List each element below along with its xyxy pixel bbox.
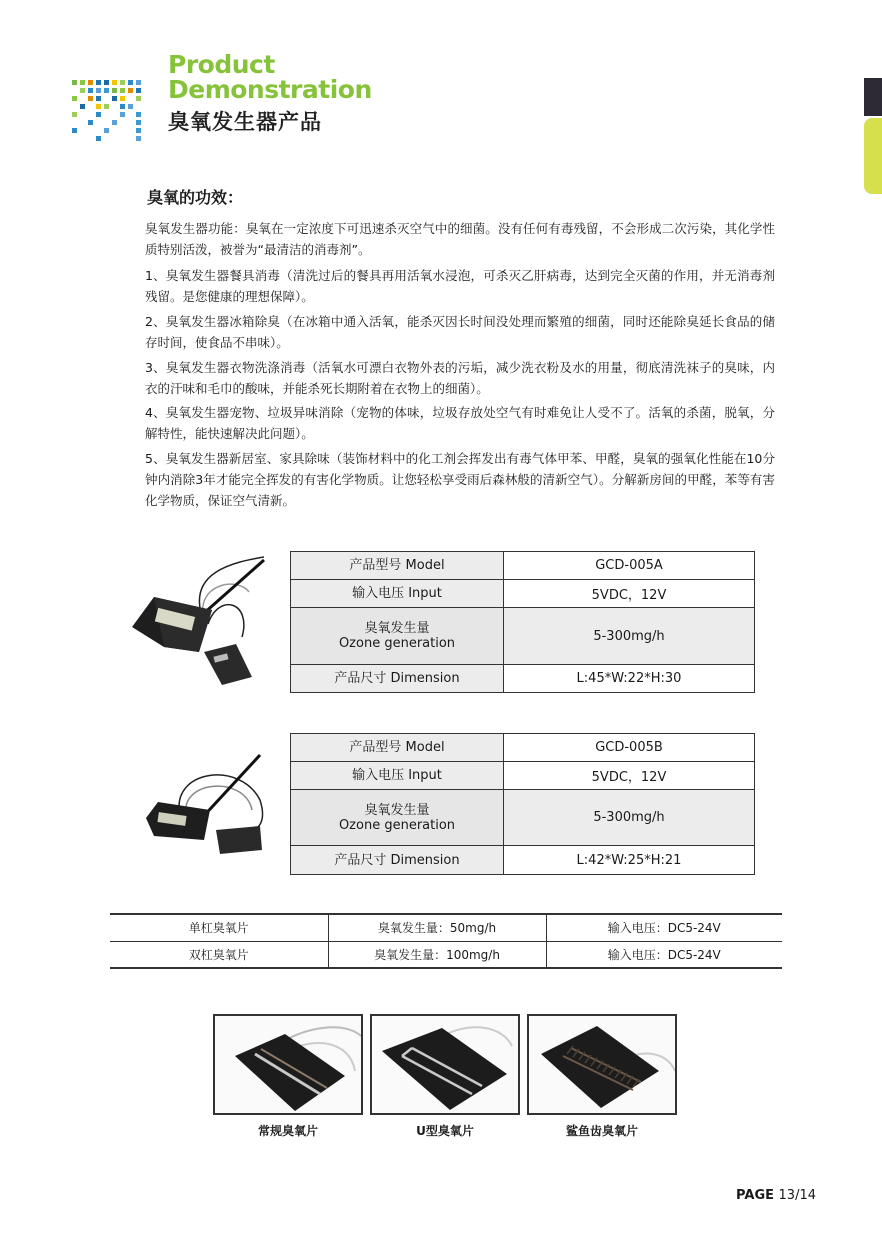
- chip-name: 双杠臭氧片: [110, 941, 328, 968]
- logo-dot: [96, 80, 101, 85]
- spec-label-input: 输入电压 Input: [291, 580, 504, 608]
- product-photo-gcd-005b: [140, 750, 280, 870]
- brand-title: [168, 52, 372, 136]
- section-title: 臭氧的功效：: [147, 188, 244, 207]
- logo-dot: [104, 104, 109, 109]
- logo-dot: [104, 128, 109, 133]
- logo-dot: [112, 88, 117, 93]
- product-photo-gcd-005a: [124, 552, 274, 692]
- logo-dot: [96, 104, 101, 109]
- logo-dot: [96, 88, 101, 93]
- spec-label-model: 产品型号 Model: [291, 734, 504, 762]
- logo-dot: [88, 120, 93, 125]
- logo-dot: [80, 88, 85, 93]
- edge-tab-green: [864, 118, 882, 194]
- spec-label-input: 输入电压 Input: [291, 762, 504, 790]
- logo-dot: [96, 136, 101, 141]
- edge-tab-dark: [864, 78, 882, 116]
- spec-value-input: 5VDC，12V: [504, 762, 755, 790]
- chip-name: 单杠臭氧片: [110, 914, 328, 941]
- logo-dot: [72, 96, 77, 101]
- table-row: [110, 914, 782, 941]
- photo-standard-chip: [213, 1014, 363, 1115]
- spec-label-ozone: [291, 790, 504, 846]
- logo-dot: [88, 80, 93, 85]
- benefit-5: 5、臭氧发生器新居室、家具除味（装饰材料中的化工剂会挥发出有毒气体甲苯、甲醛，臭氧的强氧化性能在10分钟内消除3年才能完全挥发的有害化学物质。让您轻松享受雨后森林般的清新空气）。分解新房间的甲醛，苯等有害化学物质，保证空气清新。: [145, 451, 775, 508]
- spec-label-dimension: 产品尺寸 Dimension: [291, 665, 504, 693]
- logo-dot: [104, 80, 109, 85]
- spec-label-ozone-en: Ozone generation: [338, 817, 456, 833]
- page-label: PAGE: [736, 1188, 774, 1203]
- logo-dot: [96, 112, 101, 117]
- intro-paragraph: 臭氧发生器功能：臭氧在一定浓度下可迅速杀灭空气中的细菌。没有任何有毒残留，不会形成二次污染，其化学性质特别活泼，被誉为“最清洁的消毒剂”。: [145, 221, 775, 257]
- brand-line-product: Product: [168, 50, 275, 79]
- spec-table-gcd-005b: [290, 733, 755, 875]
- ozone-chip-table: [110, 913, 782, 969]
- logo-dot: [88, 88, 93, 93]
- logo-dot: [120, 112, 125, 117]
- benefit-3: 3、臭氧发生器衣物洗涤消毒（活氧水可漂白衣物外表的污垢，减少洗衣粉及水的用量，彻底清洗袜子的臭味，内衣的汗味和毛巾的酸味，并能杀死长期附着在衣物上的细菌）。: [145, 360, 775, 396]
- logo-dot: [120, 104, 125, 109]
- logo-dot: [80, 80, 85, 85]
- page-number: [736, 1188, 816, 1203]
- logo-dot: [128, 80, 133, 85]
- logo-dot: [72, 112, 77, 117]
- logo-dot: [128, 104, 133, 109]
- spec-value-dimension: L:42*W:25*H:21: [504, 846, 755, 875]
- spec-value-input: 5VDC，12V: [504, 580, 755, 608]
- logo-dot: [120, 88, 125, 93]
- spec-label-ozone: [291, 608, 504, 665]
- chip-voltage: 输入电压：DC5-24V: [546, 914, 782, 941]
- logo-dot: [112, 96, 117, 101]
- logo-dot: [136, 136, 141, 141]
- caption-u-chip: U型臭氧片: [416, 1124, 474, 1138]
- logo-dot: [136, 96, 141, 101]
- spec-label-ozone-cn: 臭氧发生量: [364, 802, 430, 818]
- brand-line-demonstration: Demonstration: [168, 75, 372, 104]
- brand-line-chinese: 臭氧发生器产品: [168, 110, 322, 134]
- caption-sawtooth-chip: 鲨鱼齿臭氧片: [565, 1124, 638, 1138]
- benefit-1: 1、臭氧发生器餐具消毒（清洗过后的餐具再用活氧水浸泡，可杀灭乙肝病毒，达到完全灭菌的作用，并无消毒剂残留。是您健康的理想保障）。: [145, 268, 775, 304]
- logo-dot: [136, 80, 141, 85]
- spec-label-ozone-en: Ozone generation: [338, 636, 456, 651]
- logo-dot: [96, 96, 101, 101]
- page-edge-tab: [860, 78, 882, 194]
- logo-dot: [136, 112, 141, 117]
- benefit-4: 4、臭氧发生器宠物、垃圾异味消除（宠物的体味，垃圾存放处空气有时难免让人受不了。活氧的杀菌，脱氧，分解特性，能快速解决此问题）。: [145, 405, 775, 441]
- logo-dot: [72, 80, 77, 85]
- logo-dot: [120, 96, 125, 101]
- logo-dot: [72, 128, 77, 133]
- chip-output: 臭氧发生量：100mg/h: [328, 941, 546, 968]
- logo-dot: [112, 120, 117, 125]
- chip-output: 臭氧发生量：50mg/h: [328, 914, 546, 941]
- benefit-2: 2、臭氧发生器冰箱除臭（在冰箱中通入活氧，能杀灭因长时间没处理而繁殖的细菌，同时还能除臭延长食品的储存时间，使食品不串味）。: [145, 314, 775, 350]
- page-value: 13/14: [778, 1188, 816, 1203]
- logo-dot: [120, 80, 125, 85]
- logo-dot: [112, 80, 117, 85]
- photo-u-chip: [370, 1014, 520, 1115]
- spec-value-dimension: L:45*W:22*H:30: [504, 665, 755, 693]
- spec-value-model: GCD-005B: [504, 734, 755, 762]
- spec-label-ozone-cn: 臭氧发生量: [364, 621, 430, 636]
- caption-standard-chip: 常规臭氧片: [257, 1124, 318, 1138]
- spec-label-dimension: 产品尺寸 Dimension: [291, 846, 504, 875]
- spec-value-ozone: 5-300mg/h: [504, 790, 755, 846]
- spec-table-gcd-005a: [290, 551, 755, 693]
- logo-dot-grid: [72, 80, 152, 150]
- logo-dot: [136, 88, 141, 93]
- logo-dot: [136, 128, 141, 133]
- table-row: [110, 941, 782, 968]
- spec-value-ozone: 5-300mg/h: [504, 608, 755, 665]
- logo-dot: [136, 120, 141, 125]
- logo-dot: [88, 96, 93, 101]
- spec-value-model: GCD-005A: [504, 552, 755, 580]
- logo-dot: [104, 88, 109, 93]
- spec-label-model: 产品型号 Model: [291, 552, 504, 580]
- photo-sawtooth-chip: [527, 1014, 677, 1115]
- logo-dot: [80, 104, 85, 109]
- chip-voltage: 输入电压：DC5-24V: [546, 941, 782, 968]
- logo-dot: [128, 88, 133, 93]
